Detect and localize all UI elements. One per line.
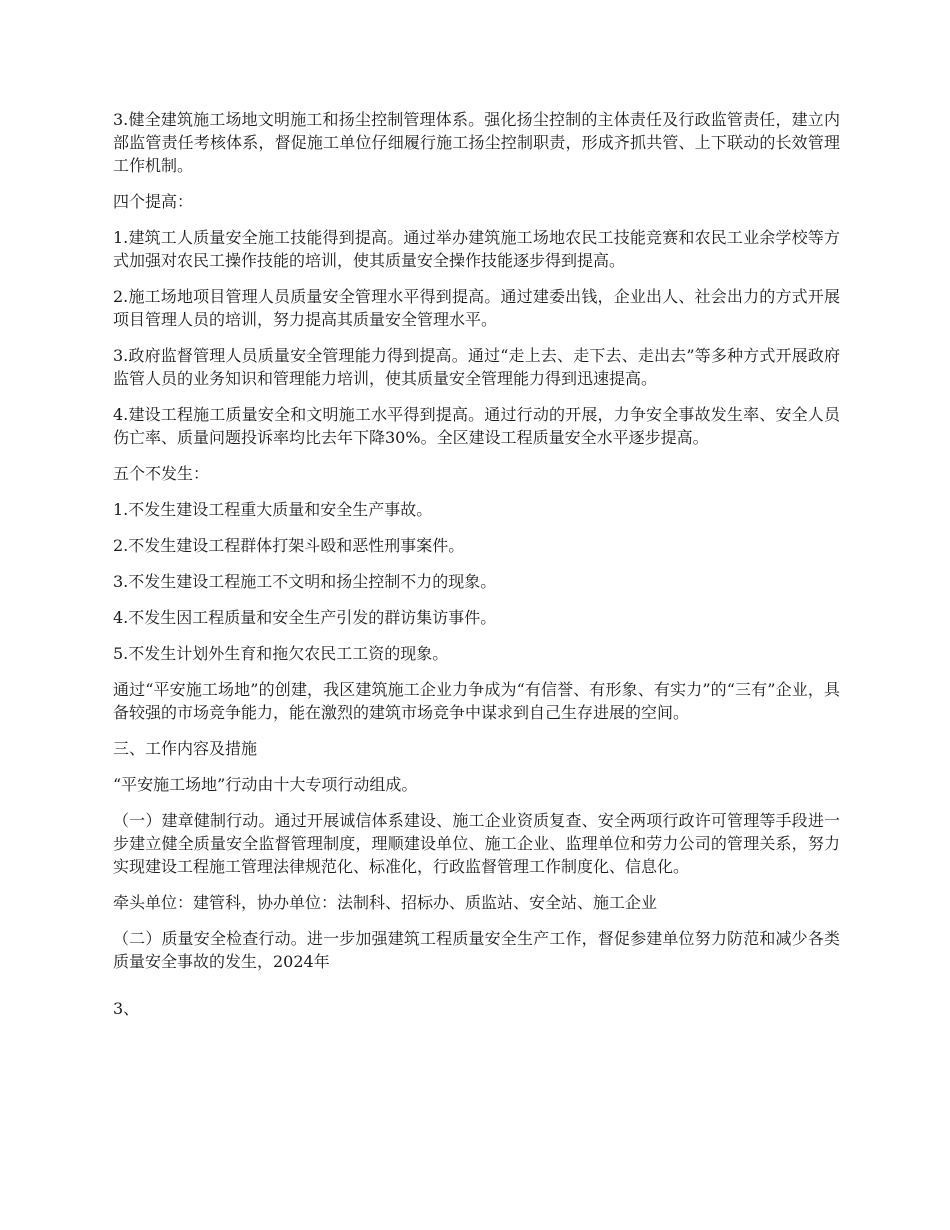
paragraph-construction-quality: 4.建设工程施工质量安全和文明施工水平得到提高。通过行动的开展，力争安全事故发生率、安全人员伤亡率、质量问题投诉率均比去年下降30%。全区建设工程质量安全水平逐步提高。 [113,405,840,447]
list-item-no-wage-arrears: 5.不发生计划外生育和拖欠农民工工资的现象。 [113,644,449,663]
list-item-no-accidents: 1.不发生建设工程重大质量和安全生产事故。 [113,500,433,519]
paragraph-worker-skills: 1.建筑工人质量安全施工技能得到提高。通过举办建筑施工场地农民工技能竞赛和农民工业余学校等方式加强对农民工操作技能的培训，使其质量安全操作技能逐步得到提高。 [113,228,840,270]
paragraph-dust-control-system: 3.健全建筑施工场地文明施工和扬尘控制管理体系。强化扬尘控制的主体责任及行政监管责任，建立内部监管责任考核体系，督促施工单位仔细履行施工扬尘控制职责，形成齐抓共管、上下联动的长效管理工作机制。 [113,110,840,175]
heading-four-improvements: 四个提高： [113,192,194,211]
list-item-no-uncivilized: 3.不发生建设工程施工不文明和扬尘控制不力的现象。 [113,572,497,591]
paragraph-numbered-3: 3、 [113,999,140,1018]
paragraph-action-one: （一）建章健制行动。通过开展诚信体系建设、施工企业资质复查、安全两项行政许可管理等手段进一步建立健全质量安全监督管理制度，理顺建设单位、施工企业、监理单位和劳力公司的管理关系，努力实现建设工程施工管理法律规范化、标准化，行政监督管理工作制度化、信息化。 [113,811,840,876]
heading-five-nots: 五个不发生： [113,464,210,483]
paragraph-action-two: （二）质量安全检查行动。进一步加强建筑工程质量安全生产工作，督促参建单位努力防范和减少各类质量安全事故的发生，2024年 [113,929,840,971]
paragraph-government-supervisors: 3.政府监督管理人员质量安全管理能力得到提高。通过“走上去、走下去、走出去”等多种方式开展政府监管人员的业务知识和管理能力培训，使其质量安全管理能力得到迅速提高。 [113,346,840,388]
list-item-no-petitions: 4.不发生因工程质量和安全生产引发的群访集访事件。 [113,608,497,627]
paragraph-three-haves: 通过“平安施工场地”的创建，我区建筑施工企业力争成为“有信誉、有形象、有实力”的“三有”企业，具备较强的市场竞争能力，能在激烈的建筑市场竞争中谋求到自己生存进展的空间。 [113,680,840,722]
document-page [113,108,840,1033]
paragraph-ten-actions: “平安施工场地”行动由十大专项行动组成。 [113,775,418,794]
list-item-no-fights: 2.不发生建设工程群体打架斗殴和恶性刑事案件。 [113,536,465,555]
paragraph-lead-units: 牵头单位：建管科，协办单位：法制科、招标办、质监站、安全站、施工企业 [113,893,658,912]
paragraph-project-managers: 2.施工场地项目管理人员质量安全管理水平得到提高。通过建委出钱，企业出人、社会出力的方式开展项目管理人员的培训，努力提高其质量安全管理水平。 [113,287,840,329]
section-heading-work-content: 三、工作内容及措施 [113,739,258,758]
